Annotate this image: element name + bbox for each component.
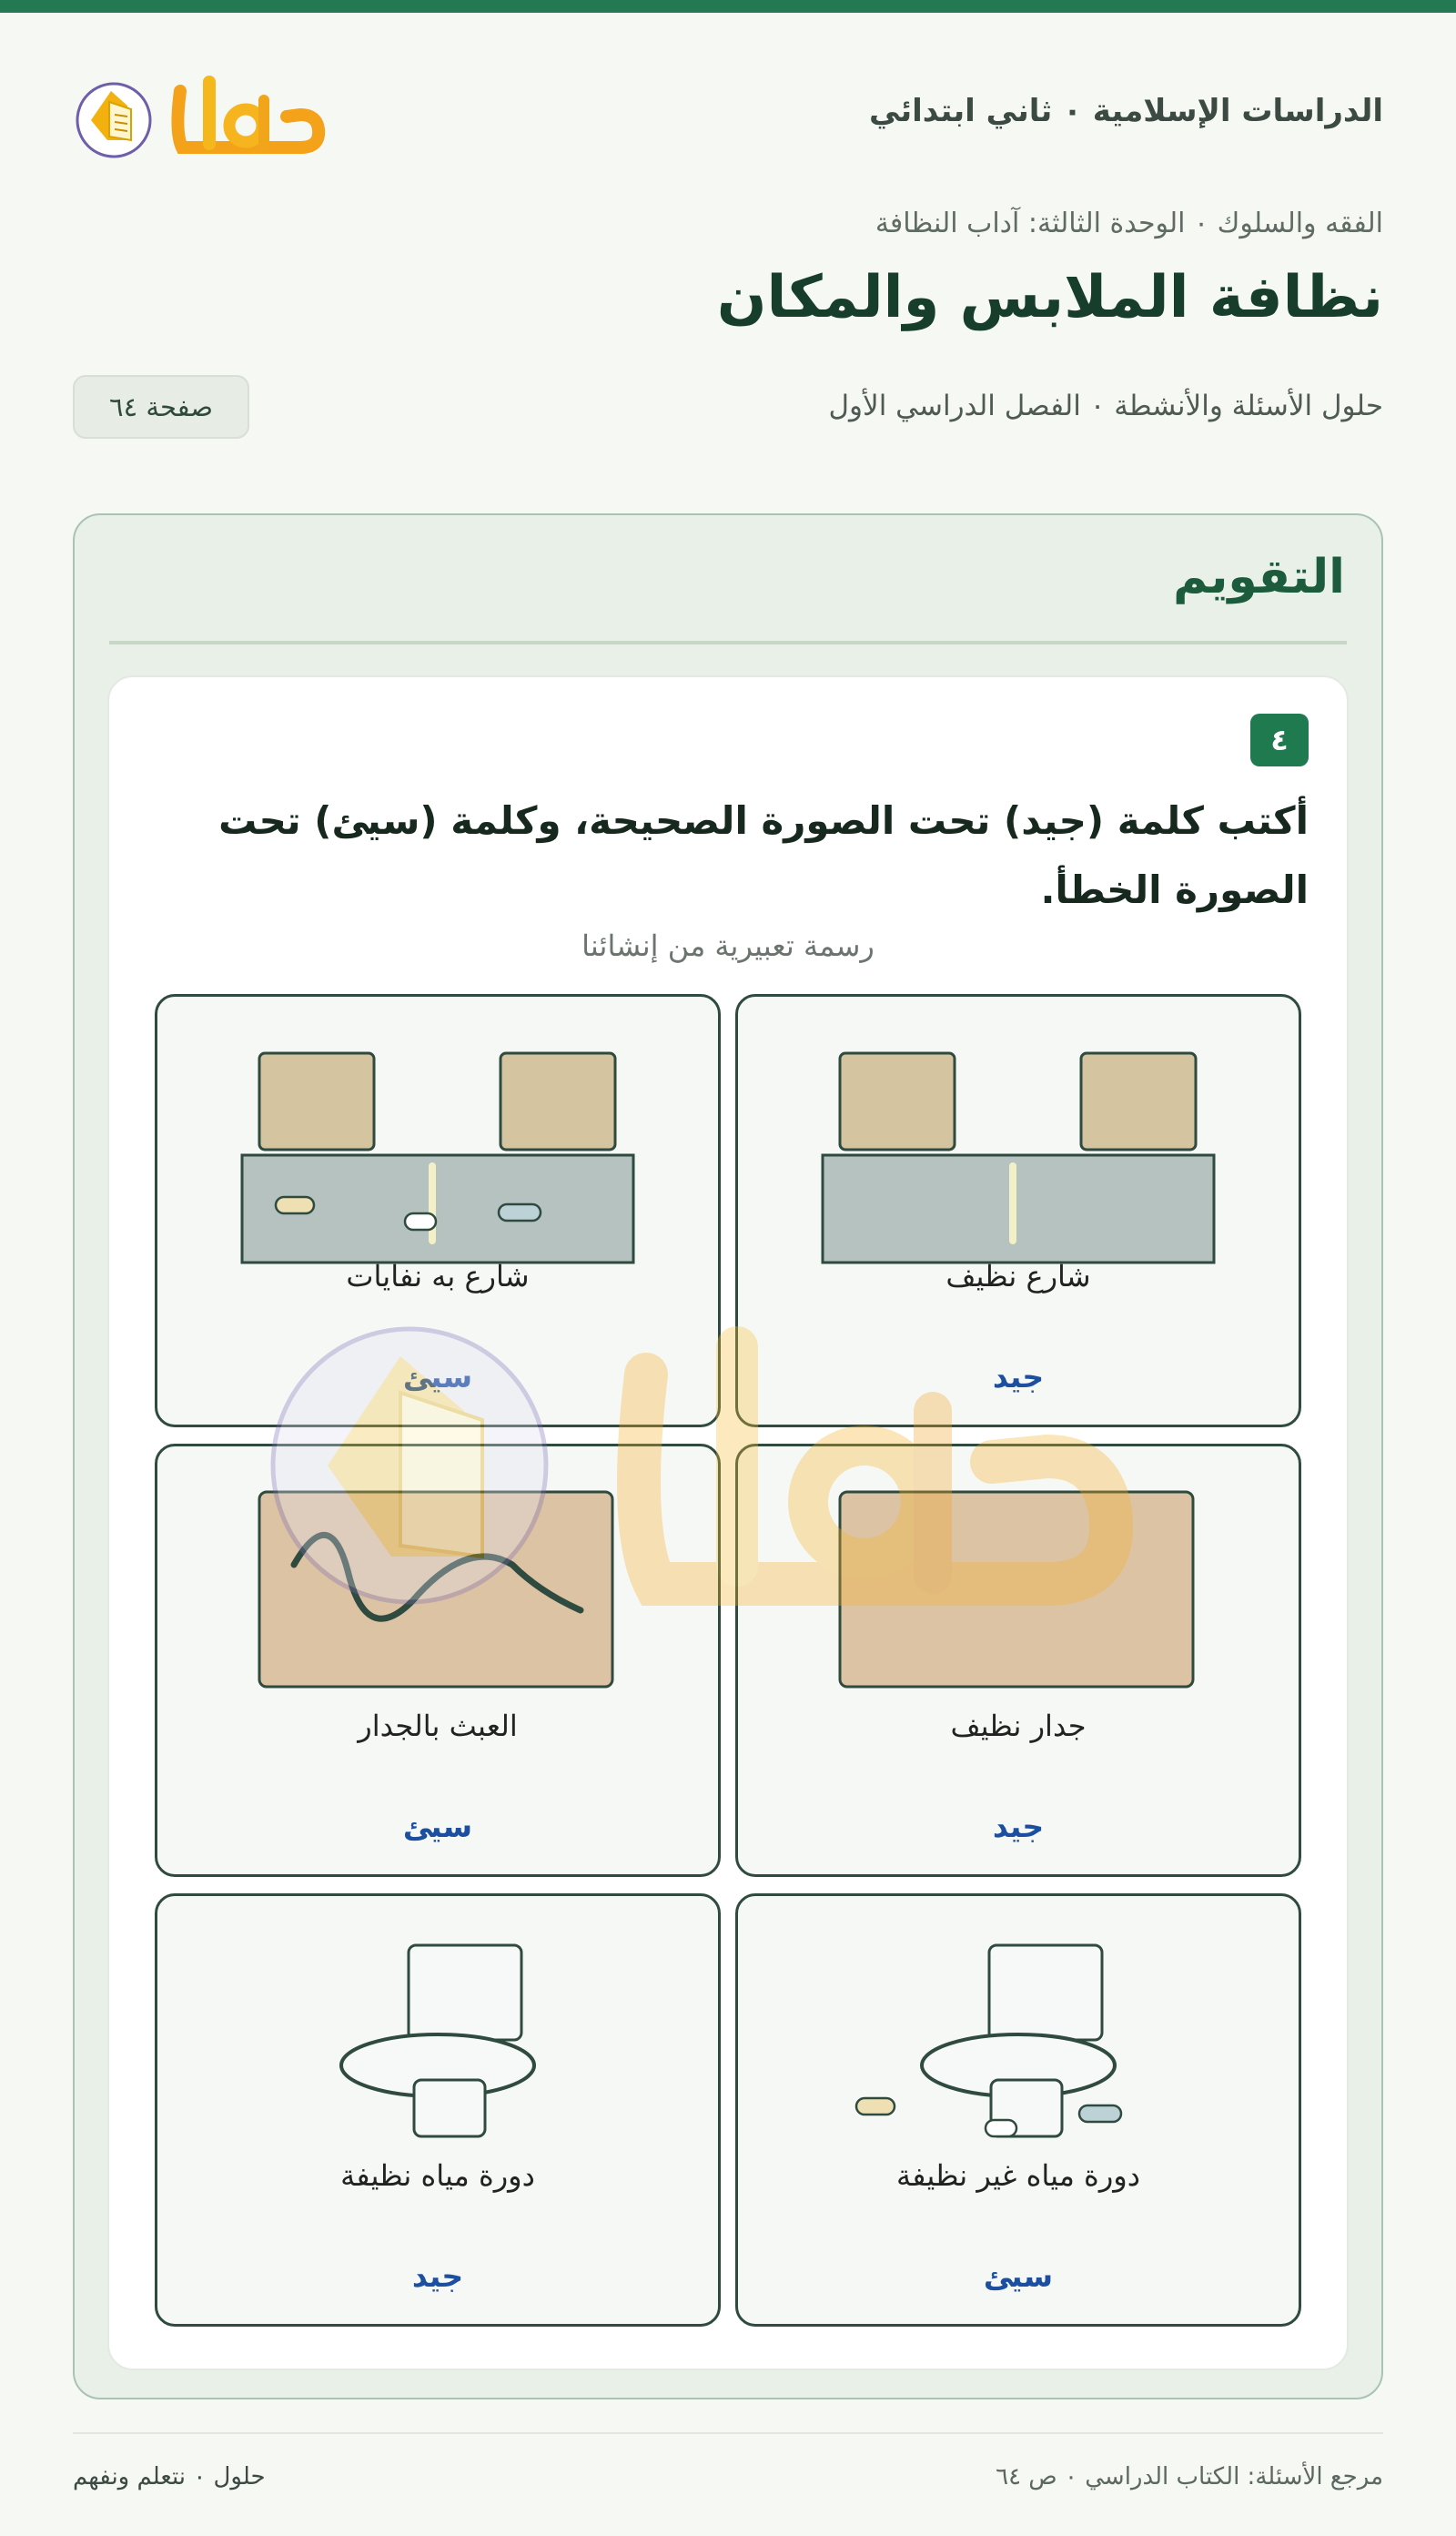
subject-title: الدراسات الإسلامية ٠ ثاني ابتدائي (868, 93, 1383, 129)
item-label: دورة مياه نظيفة (340, 2158, 535, 2193)
section-title: التقويم (1173, 550, 1345, 604)
site-logo[interactable] (73, 64, 328, 164)
item-label: العبث بالجدار (358, 1709, 518, 1743)
question-number-badge: ٤ (1250, 714, 1309, 766)
page-number-badge: صفحة ٦٤ (73, 375, 249, 439)
item-label: جدار نظيف (950, 1709, 1087, 1743)
section-divider (109, 641, 1347, 644)
item-label: شارع نظيف (945, 1259, 1091, 1293)
answer-item (735, 994, 1301, 1427)
answer-item (155, 1444, 721, 1877)
top-accent-bar (0, 0, 1456, 13)
page-title: نظافة الملابس والمكان (716, 264, 1383, 331)
answer-grid (155, 994, 1301, 2327)
item-label: دورة مياه غير نظيفة (896, 2158, 1140, 2193)
item-answer: جيد (411, 2258, 464, 2294)
answer-item (155, 994, 721, 1427)
item-answer: جيد (992, 1359, 1045, 1395)
item-answer: سيئ (402, 1359, 473, 1395)
evaluation-section (73, 513, 1383, 2399)
answer-item (735, 1893, 1301, 2327)
logo-icon (73, 64, 328, 164)
answer-item (155, 1893, 721, 2327)
item-answer: سيئ (402, 1809, 473, 1844)
footer-brand[interactable]: حلول ٠ نتعلم ونفهم (73, 2463, 266, 2490)
footer-reference: مرجع الأسئلة: الكتاب الدراسي ٠ ص ٦٤ (996, 2463, 1383, 2490)
item-label: شارع به نفايات (346, 1259, 530, 1293)
footer-divider (73, 2432, 1383, 2434)
question-text: أكتب كلمة (جيد) تحت الصورة الصحيحة، وكلمة (سيئ) تحت الصورة الخطأ. (218, 798, 1309, 912)
breadcrumb: الفقه والسلوك ٠ الوحدة الثالثة: آداب النظافة (875, 208, 1383, 239)
illustration-caption: رسمة تعبيرية من إنشائنا (581, 928, 875, 963)
item-answer: جيد (992, 1809, 1045, 1844)
item-answer: سيئ (983, 2258, 1054, 2294)
page-subtitle: حلول الأسئلة والأنشطة ٠ الفصل الدراسي الأول (828, 390, 1383, 422)
answer-item (735, 1444, 1301, 1877)
question-card (107, 675, 1349, 2370)
